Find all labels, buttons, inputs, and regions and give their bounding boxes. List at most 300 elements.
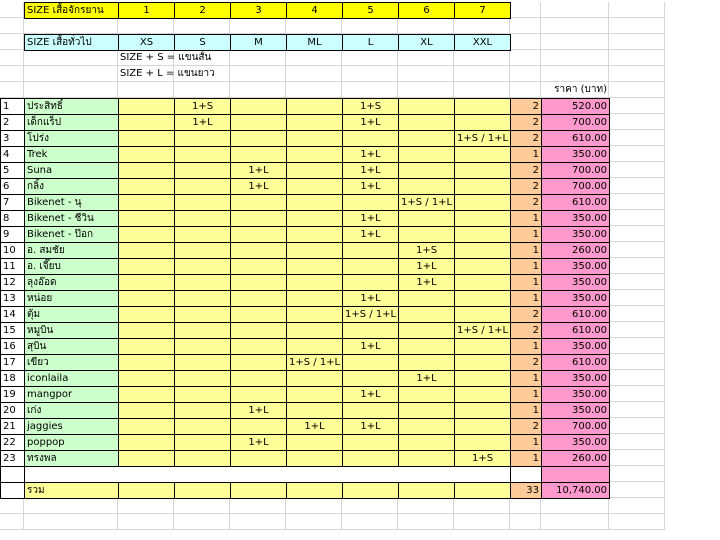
empty-cell[interactable] [609, 290, 665, 306]
size-order-cell[interactable]: 1+S [174, 98, 231, 115]
empty-cell[interactable] [342, 50, 398, 66]
empty-cell[interactable] [286, 50, 342, 66]
price-cell[interactable]: 260.00 [541, 242, 610, 259]
size-order-cell[interactable] [454, 306, 511, 323]
general-size-header[interactable]: XL [398, 34, 455, 51]
size-order-cell[interactable] [118, 434, 175, 451]
empty-cell[interactable] [609, 258, 665, 274]
empty-cell[interactable] [609, 450, 665, 466]
size-order-cell[interactable] [174, 130, 231, 147]
size-order-cell[interactable]: 1+S / 1+L [398, 194, 455, 211]
empty-cell[interactable] [609, 386, 665, 402]
size-order-cell[interactable] [174, 178, 231, 195]
size-order-cell[interactable] [230, 370, 287, 387]
empty-cell[interactable] [609, 514, 665, 530]
size-order-cell[interactable] [174, 338, 231, 355]
price-cell[interactable]: 610.00 [541, 130, 610, 147]
size-order-cell[interactable] [286, 322, 343, 339]
empty-cell[interactable] [510, 50, 541, 66]
size-order-cell[interactable] [342, 130, 399, 147]
price-cell[interactable]: 350.00 [541, 370, 610, 387]
size-order-cell[interactable]: 1+L [342, 114, 399, 131]
empty-cell[interactable] [0, 34, 24, 50]
empty-cell[interactable] [609, 466, 665, 482]
size-order-cell[interactable]: 1+L [230, 162, 287, 179]
empty-cell[interactable] [541, 34, 609, 50]
empty-cell[interactable] [118, 18, 174, 34]
price-cell[interactable]: 350.00 [541, 290, 610, 307]
empty-cell[interactable] [286, 82, 342, 98]
row-number[interactable]: 14 [0, 306, 25, 323]
empty-cell[interactable] [24, 82, 118, 98]
size-order-cell[interactable] [118, 98, 175, 115]
empty-cell[interactable] [286, 66, 342, 82]
size-order-cell[interactable] [230, 194, 287, 211]
empty-cell[interactable] [541, 2, 609, 18]
row-number[interactable]: 21 [0, 418, 25, 435]
total-size-cell[interactable] [174, 482, 231, 499]
size-order-cell[interactable] [342, 402, 399, 419]
size-order-cell[interactable] [286, 370, 343, 387]
size-order-cell[interactable] [398, 418, 455, 435]
size-order-cell[interactable] [286, 146, 343, 163]
size-order-cell[interactable] [118, 354, 175, 371]
row-number[interactable]: 22 [0, 434, 25, 451]
member-name[interactable]: โปร่ง [24, 130, 119, 147]
empty-cell[interactable] [0, 82, 24, 98]
empty-cell[interactable] [118, 82, 174, 98]
size-order-cell[interactable] [174, 290, 231, 307]
member-name[interactable]: หน่อย [24, 290, 119, 307]
bike-size-header[interactable]: 7 [454, 2, 511, 19]
size-order-cell[interactable] [454, 354, 511, 371]
size-order-cell[interactable] [398, 98, 455, 115]
size-order-cell[interactable] [118, 386, 175, 403]
size-order-cell[interactable] [118, 418, 175, 435]
row-number[interactable]: 7 [0, 194, 25, 211]
size-order-cell[interactable] [286, 162, 343, 179]
empty-cell[interactable] [24, 498, 118, 514]
empty-cell[interactable] [609, 162, 665, 178]
size-order-cell[interactable] [174, 322, 231, 339]
size-order-cell[interactable] [230, 242, 287, 259]
price-cell[interactable]: 350.00 [541, 210, 610, 227]
size-order-cell[interactable]: 1+S / 1+L [454, 130, 511, 147]
empty-cell[interactable] [0, 66, 24, 82]
size-order-cell[interactable] [118, 290, 175, 307]
size-order-cell[interactable] [342, 370, 399, 387]
empty-cell[interactable] [0, 498, 24, 514]
row-number[interactable]: 5 [0, 162, 25, 179]
size-order-cell[interactable]: 1+L [342, 338, 399, 355]
empty-cell[interactable] [609, 18, 665, 34]
size-order-cell[interactable]: 1+L [342, 418, 399, 435]
total-size-cell[interactable] [398, 482, 455, 499]
size-order-cell[interactable]: 1+S [342, 98, 399, 115]
empty-cell[interactable] [510, 34, 541, 50]
general-size-header[interactable]: XS [118, 34, 175, 51]
size-order-cell[interactable] [230, 418, 287, 435]
size-order-cell[interactable] [230, 258, 287, 275]
empty-cell[interactable] [174, 82, 230, 98]
size-order-cell[interactable] [118, 130, 175, 147]
row-number[interactable]: 12 [0, 274, 25, 291]
size-order-cell[interactable]: 1+L [398, 370, 455, 387]
empty-cell[interactable] [609, 146, 665, 162]
size-order-cell[interactable] [174, 402, 231, 419]
row-number[interactable]: 18 [0, 370, 25, 387]
empty-cell[interactable] [342, 18, 398, 34]
empty-cell[interactable] [454, 514, 510, 530]
size-order-cell[interactable] [230, 114, 287, 131]
size-order-cell[interactable] [454, 146, 511, 163]
quantity-cell[interactable]: 1 [510, 274, 542, 291]
empty-cell[interactable] [609, 34, 665, 50]
size-order-cell[interactable] [174, 306, 231, 323]
size-order-cell[interactable] [286, 242, 343, 259]
size-order-cell[interactable]: 1+S / 1+L [454, 322, 511, 339]
empty-cell[interactable] [609, 402, 665, 418]
size-order-cell[interactable] [230, 98, 287, 115]
size-order-cell[interactable] [454, 194, 511, 211]
size-order-cell[interactable] [454, 162, 511, 179]
size-order-cell[interactable] [174, 434, 231, 451]
size-order-cell[interactable] [230, 322, 287, 339]
size-order-cell[interactable] [118, 306, 175, 323]
member-name[interactable]: Bikenet - ชีวิน [24, 210, 119, 227]
size-order-cell[interactable] [286, 98, 343, 115]
row-number[interactable]: 8 [0, 210, 25, 227]
size-order-cell[interactable] [174, 162, 231, 179]
quantity-cell[interactable]: 1 [510, 386, 542, 403]
empty-cell[interactable] [609, 114, 665, 130]
size-order-cell[interactable]: 1+L [230, 434, 287, 451]
size-order-cell[interactable] [286, 450, 343, 467]
price-cell[interactable]: 610.00 [541, 306, 610, 323]
quantity-cell[interactable]: 2 [510, 418, 542, 435]
size-order-cell[interactable]: 1+L [230, 402, 287, 419]
price-cell[interactable]: 700.00 [541, 114, 610, 131]
empty-cell[interactable] [0, 18, 24, 34]
blank-cell[interactable] [510, 466, 542, 483]
member-name[interactable]: อ. เจี๊ยบ [24, 258, 119, 275]
size-order-cell[interactable] [118, 210, 175, 227]
total-size-cell[interactable] [342, 482, 399, 499]
quantity-cell[interactable]: 2 [510, 178, 542, 195]
size-order-cell[interactable] [230, 338, 287, 355]
size-order-cell[interactable] [118, 194, 175, 211]
price-header[interactable]: ราคา (บาท) [554, 84, 607, 95]
empty-cell[interactable] [609, 370, 665, 386]
size-order-cell[interactable] [230, 306, 287, 323]
size-order-cell[interactable] [454, 418, 511, 435]
empty-cell[interactable] [454, 18, 510, 34]
size-order-cell[interactable]: 1+L [398, 258, 455, 275]
size-order-cell[interactable] [230, 130, 287, 147]
quantity-cell[interactable]: 1 [510, 338, 542, 355]
size-order-cell[interactable] [118, 146, 175, 163]
size-order-cell[interactable] [398, 338, 455, 355]
size-order-cell[interactable] [174, 450, 231, 467]
quantity-cell[interactable]: 1 [510, 242, 542, 259]
empty-cell[interactable] [454, 50, 510, 66]
empty-cell[interactable] [454, 82, 510, 98]
general-size-header[interactable]: XXL [454, 34, 511, 51]
size-order-cell[interactable] [174, 194, 231, 211]
member-name[interactable]: jaggies [24, 418, 119, 435]
empty-cell[interactable] [510, 498, 541, 514]
bike-size-header[interactable]: 5 [342, 2, 399, 19]
size-order-cell[interactable] [454, 242, 511, 259]
member-name[interactable]: กลิ้ง [24, 178, 119, 195]
total-price[interactable]: 10,740.00 [541, 482, 610, 499]
quantity-cell[interactable]: 2 [510, 98, 542, 115]
row-number[interactable]: 1 [0, 98, 25, 115]
quantity-cell[interactable]: 2 [510, 194, 542, 211]
member-name[interactable]: iconlaila [24, 370, 119, 387]
total-size-cell[interactable] [286, 482, 343, 499]
size-order-cell[interactable] [286, 306, 343, 323]
empty-cell[interactable] [286, 18, 342, 34]
quantity-cell[interactable]: 1 [510, 146, 542, 163]
empty-cell[interactable] [454, 498, 510, 514]
size-order-cell[interactable] [342, 322, 399, 339]
empty-cell[interactable] [510, 2, 541, 18]
size-order-cell[interactable] [398, 162, 455, 179]
blank-cell[interactable] [0, 466, 25, 483]
bike-size-header[interactable]: 6 [398, 2, 455, 19]
size-order-cell[interactable] [454, 402, 511, 419]
empty-cell[interactable] [609, 498, 665, 514]
size-order-cell[interactable] [286, 226, 343, 243]
size-order-cell[interactable] [118, 450, 175, 467]
size-order-cell[interactable] [230, 274, 287, 291]
empty-cell[interactable] [609, 194, 665, 210]
bike-size-label[interactable]: SIZE เสื้อจักรยาน [24, 2, 119, 19]
size-order-cell[interactable] [398, 450, 455, 467]
empty-cell[interactable] [609, 274, 665, 290]
size-order-cell[interactable] [342, 242, 399, 259]
empty-cell[interactable] [541, 514, 609, 530]
row-number[interactable]: 4 [0, 146, 25, 163]
member-name[interactable]: mangpor [24, 386, 119, 403]
empty-cell[interactable] [398, 50, 454, 66]
size-order-cell[interactable] [230, 210, 287, 227]
size-order-cell[interactable]: 1+L [174, 114, 231, 131]
member-name[interactable]: เขียว [24, 354, 119, 371]
empty-cell[interactable] [230, 18, 286, 34]
size-order-cell[interactable]: 1+L [342, 290, 399, 307]
size-order-cell[interactable] [230, 354, 287, 371]
member-name[interactable]: ลุงอ๊อด [24, 274, 119, 291]
size-order-cell[interactable] [454, 258, 511, 275]
size-order-cell[interactable]: 1+S [454, 450, 511, 467]
price-cell[interactable]: 610.00 [541, 194, 610, 211]
row-number[interactable]: 2 [0, 114, 25, 131]
price-cell[interactable]: 350.00 [541, 274, 610, 291]
empty-cell[interactable] [609, 130, 665, 146]
size-order-cell[interactable] [118, 226, 175, 243]
quantity-cell[interactable]: 1 [510, 370, 542, 387]
member-name[interactable]: ประสิทธิ์ [24, 98, 119, 115]
size-order-cell[interactable] [286, 258, 343, 275]
quantity-cell[interactable]: 2 [510, 162, 542, 179]
member-name[interactable]: Trek [24, 146, 119, 163]
empty-cell[interactable] [174, 498, 230, 514]
empty-cell[interactable] [609, 82, 665, 98]
size-order-cell[interactable] [454, 98, 511, 115]
empty-cell[interactable] [398, 82, 454, 98]
row-number[interactable]: 15 [0, 322, 25, 339]
empty-cell[interactable] [541, 498, 609, 514]
empty-cell[interactable] [174, 18, 230, 34]
price-cell[interactable]: 350.00 [541, 386, 610, 403]
quantity-cell[interactable]: 2 [510, 322, 542, 339]
quantity-cell[interactable]: 1 [510, 226, 542, 243]
quantity-cell[interactable]: 1 [510, 290, 542, 307]
size-order-cell[interactable] [398, 290, 455, 307]
general-size-header[interactable]: M [230, 34, 287, 51]
row-number[interactable]: 3 [0, 130, 25, 147]
size-order-cell[interactable] [398, 178, 455, 195]
empty-cell[interactable] [609, 482, 665, 498]
total-label[interactable]: รวม [24, 482, 119, 499]
size-order-cell[interactable]: 1+L [342, 146, 399, 163]
size-order-cell[interactable] [454, 434, 511, 451]
size-order-cell[interactable] [286, 338, 343, 355]
total-number-cell[interactable] [0, 482, 25, 499]
size-order-cell[interactable] [174, 226, 231, 243]
empty-cell[interactable] [609, 210, 665, 226]
size-order-cell[interactable] [342, 434, 399, 451]
size-order-cell[interactable] [398, 402, 455, 419]
size-order-cell[interactable] [454, 226, 511, 243]
size-order-cell[interactable] [454, 290, 511, 307]
size-order-cell[interactable]: 1+S / 1+L [286, 354, 343, 371]
size-order-cell[interactable]: 1+S / 1+L [342, 306, 399, 323]
size-order-cell[interactable] [286, 434, 343, 451]
row-number[interactable]: 23 [0, 450, 25, 467]
empty-cell[interactable] [342, 82, 398, 98]
empty-cell[interactable] [609, 50, 665, 66]
empty-cell[interactable] [510, 514, 541, 530]
quantity-cell[interactable]: 2 [510, 354, 542, 371]
size-order-cell[interactable] [118, 162, 175, 179]
price-cell[interactable]: 610.00 [541, 354, 610, 371]
member-name[interactable]: Bikenet - นุ [24, 194, 119, 211]
size-order-cell[interactable] [174, 274, 231, 291]
size-order-cell[interactable]: 1+L [398, 274, 455, 291]
size-order-cell[interactable] [230, 450, 287, 467]
price-cell[interactable]: 350.00 [541, 434, 610, 451]
size-order-cell[interactable] [342, 274, 399, 291]
price-cell[interactable]: 350.00 [541, 402, 610, 419]
empty-cell[interactable] [609, 418, 665, 434]
empty-cell[interactable] [609, 242, 665, 258]
blank-cell[interactable] [24, 466, 511, 483]
empty-cell[interactable] [286, 498, 342, 514]
size-order-cell[interactable] [454, 210, 511, 227]
empty-cell[interactable] [0, 50, 24, 66]
quantity-cell[interactable]: 2 [510, 306, 542, 323]
row-number[interactable]: 6 [0, 178, 25, 195]
member-name[interactable]: poppop [24, 434, 119, 451]
size-order-cell[interactable]: 1+L [342, 162, 399, 179]
row-number[interactable]: 19 [0, 386, 25, 403]
empty-cell[interactable] [0, 514, 24, 530]
bike-size-header[interactable]: 4 [286, 2, 343, 19]
size-order-cell[interactable] [174, 354, 231, 371]
size-order-cell[interactable] [286, 114, 343, 131]
size-order-cell[interactable] [398, 226, 455, 243]
empty-cell[interactable] [609, 306, 665, 322]
price-cell[interactable]: 610.00 [541, 322, 610, 339]
size-order-cell[interactable] [398, 306, 455, 323]
empty-cell[interactable] [541, 66, 609, 82]
member-name[interactable]: ตุ้ม [24, 306, 119, 323]
quantity-cell[interactable]: 1 [510, 258, 542, 275]
total-size-cell[interactable] [118, 482, 175, 499]
member-name[interactable]: เด็กแร็ป [24, 114, 119, 131]
size-order-cell[interactable] [174, 146, 231, 163]
row-number[interactable]: 11 [0, 258, 25, 275]
general-size-header[interactable]: S [174, 34, 231, 51]
note-short-sleeve[interactable]: SIZE + S = แขนสั้น [120, 52, 212, 63]
member-name[interactable]: อ. สมชัย [24, 242, 119, 259]
empty-cell[interactable] [541, 18, 609, 34]
size-order-cell[interactable] [286, 386, 343, 403]
general-size-header[interactable]: L [342, 34, 399, 51]
size-order-cell[interactable] [286, 194, 343, 211]
size-order-cell[interactable] [286, 290, 343, 307]
price-cell[interactable]: 520.00 [541, 98, 610, 115]
size-order-cell[interactable] [118, 114, 175, 131]
size-order-cell[interactable] [398, 210, 455, 227]
price-cell[interactable]: 350.00 [541, 338, 610, 355]
size-order-cell[interactable]: 1+L [286, 418, 343, 435]
bike-size-header[interactable]: 3 [230, 2, 287, 19]
size-order-cell[interactable] [174, 258, 231, 275]
empty-cell[interactable] [398, 498, 454, 514]
quantity-cell[interactable]: 1 [510, 434, 542, 451]
member-name[interactable]: ทรงพล [24, 450, 119, 467]
size-order-cell[interactable] [342, 354, 399, 371]
price-cell[interactable]: 260.00 [541, 450, 610, 467]
general-size-header[interactable]: ML [286, 34, 343, 51]
empty-cell[interactable] [609, 434, 665, 450]
blank-price-cell[interactable] [541, 466, 610, 483]
size-order-cell[interactable] [286, 402, 343, 419]
size-order-cell[interactable]: 1+L [342, 386, 399, 403]
size-order-cell[interactable] [342, 450, 399, 467]
size-order-cell[interactable] [230, 290, 287, 307]
size-order-cell[interactable] [454, 338, 511, 355]
quantity-cell[interactable]: 2 [510, 130, 542, 147]
size-order-cell[interactable] [118, 322, 175, 339]
size-order-cell[interactable] [286, 178, 343, 195]
member-name[interactable]: เก่ง [24, 402, 119, 419]
row-number[interactable]: 10 [0, 242, 25, 259]
empty-cell[interactable] [510, 82, 541, 98]
price-cell[interactable]: 700.00 [541, 418, 610, 435]
size-order-cell[interactable] [118, 242, 175, 259]
empty-cell[interactable] [609, 66, 665, 82]
empty-cell[interactable] [342, 66, 398, 82]
empty-cell[interactable] [398, 66, 454, 82]
size-order-cell[interactable]: 1+L [342, 178, 399, 195]
row-number[interactable]: 20 [0, 402, 25, 419]
empty-cell[interactable] [609, 322, 665, 338]
